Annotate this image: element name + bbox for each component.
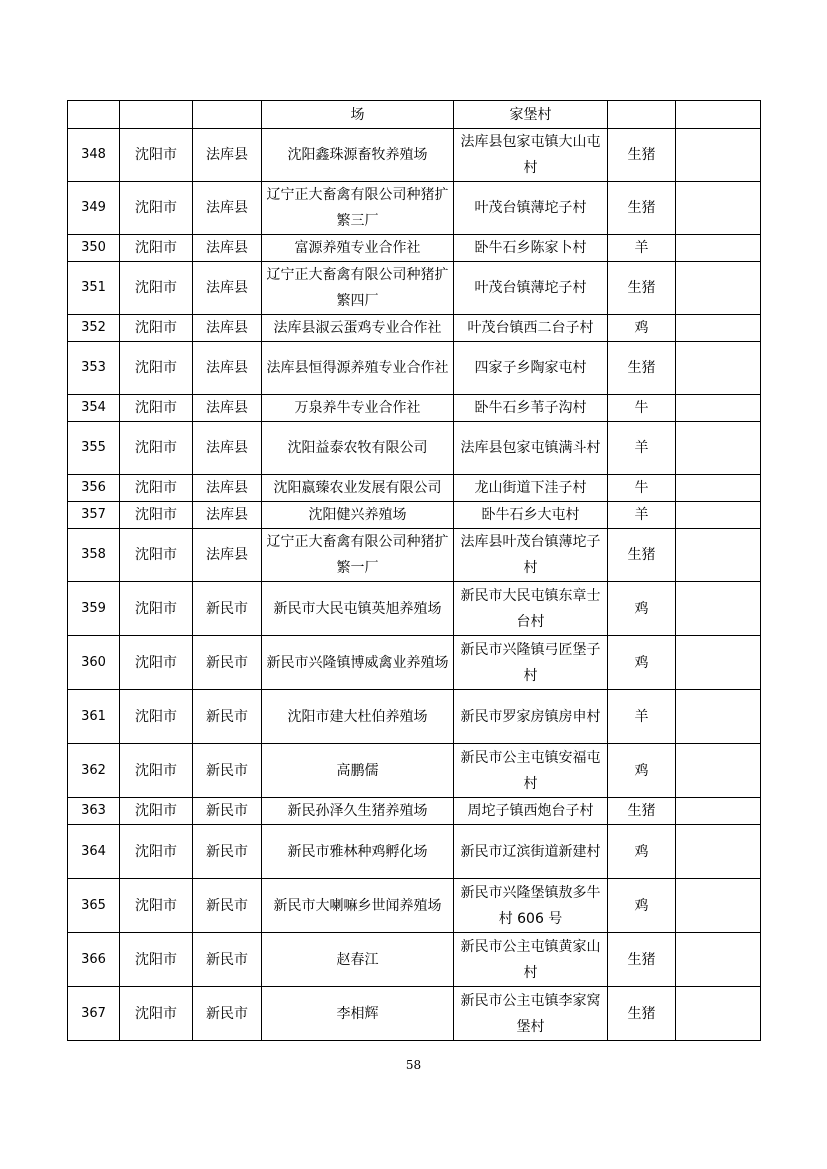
cell-county bbox=[193, 101, 262, 129]
cell-city: 沈阳市 bbox=[120, 529, 193, 582]
cell-index: 357 bbox=[68, 502, 120, 529]
cell-remarks bbox=[676, 744, 761, 798]
cell-farm-name: 万泉养牛专业合作社 bbox=[262, 395, 454, 422]
cell-remarks bbox=[676, 582, 761, 636]
cell-city: 沈阳市 bbox=[120, 798, 193, 825]
cell-farm-name: 新民市兴隆镇博威禽业养殖场 bbox=[262, 636, 454, 690]
page-number: 58 bbox=[405, 1058, 422, 1072]
cell-address: 新民市辽滨街道新建村 bbox=[454, 825, 608, 879]
table-body bbox=[68, 101, 761, 1041]
cell-index: 354 bbox=[68, 395, 120, 422]
cell-farm-name: 沈阳市建大杜伯养殖场 bbox=[262, 690, 454, 744]
cell-remarks bbox=[676, 502, 761, 529]
cell-farm-name: 沈阳鑫珠源畜牧养殖场 bbox=[262, 129, 454, 182]
cell-livestock: 鸡 bbox=[608, 636, 676, 690]
cell-county: 法库县 bbox=[193, 422, 262, 475]
cell-remarks bbox=[676, 129, 761, 182]
cell-livestock: 鸡 bbox=[608, 582, 676, 636]
cell-county: 法库县 bbox=[193, 502, 262, 529]
cell-remarks bbox=[676, 342, 761, 395]
cell-livestock: 鸡 bbox=[608, 879, 676, 933]
cell-city: 沈阳市 bbox=[120, 262, 193, 315]
cell-remarks bbox=[676, 315, 761, 342]
cell-address: 四家子乡陶家屯村 bbox=[454, 342, 608, 395]
cell-county: 新民市 bbox=[193, 690, 262, 744]
cell-farm-name: 辽宁正大畜禽有限公司种猪扩繁一厂 bbox=[262, 529, 454, 582]
table-row bbox=[68, 342, 761, 395]
cell-county: 新民市 bbox=[193, 582, 262, 636]
cell-livestock: 生猪 bbox=[608, 933, 676, 987]
cell-remarks bbox=[676, 475, 761, 502]
cell-livestock: 牛 bbox=[608, 475, 676, 502]
cell-livestock: 生猪 bbox=[608, 342, 676, 395]
table-row bbox=[68, 502, 761, 529]
farm-registry-table bbox=[67, 100, 761, 1041]
cell-city: 沈阳市 bbox=[120, 744, 193, 798]
cell-address: 周坨子镇西炮台子村 bbox=[454, 798, 608, 825]
cell-remarks bbox=[676, 987, 761, 1041]
table-row bbox=[68, 582, 761, 636]
cell-farm-name: 沈阳益泰农牧有限公司 bbox=[262, 422, 454, 475]
cell-city: 沈阳市 bbox=[120, 129, 193, 182]
cell-remarks bbox=[676, 395, 761, 422]
cell-address: 法库县包家屯镇大山屯村 bbox=[454, 129, 608, 182]
cell-remarks bbox=[676, 422, 761, 475]
cell-county: 法库县 bbox=[193, 262, 262, 315]
table-row bbox=[68, 744, 761, 798]
cell-address: 法库县叶茂台镇薄坨子村 bbox=[454, 529, 608, 582]
cell-remarks bbox=[676, 879, 761, 933]
cell-livestock: 羊 bbox=[608, 235, 676, 262]
cell-remarks bbox=[676, 690, 761, 744]
cell-county: 法库县 bbox=[193, 315, 262, 342]
cell-livestock: 鸡 bbox=[608, 744, 676, 798]
table-row bbox=[68, 879, 761, 933]
cell-address: 卧牛石乡大屯村 bbox=[454, 502, 608, 529]
table-row bbox=[68, 933, 761, 987]
cell-address: 叶茂台镇西二台子村 bbox=[454, 315, 608, 342]
table-row bbox=[68, 690, 761, 744]
cell-address: 新民市罗家房镇房申村 bbox=[454, 690, 608, 744]
cell-livestock: 生猪 bbox=[608, 987, 676, 1041]
cell-city: 沈阳市 bbox=[120, 690, 193, 744]
cell-address: 龙山街道下洼子村 bbox=[454, 475, 608, 502]
cell-livestock: 生猪 bbox=[608, 182, 676, 235]
cell-address: 卧牛石乡陈家卜村 bbox=[454, 235, 608, 262]
cell-farm-name: 富源养殖专业合作社 bbox=[262, 235, 454, 262]
cell-index: 350 bbox=[68, 235, 120, 262]
cell-farm-name: 新民孙泽久生猪养殖场 bbox=[262, 798, 454, 825]
cell-address: 新民市大民屯镇东章士台村 bbox=[454, 582, 608, 636]
cell-address: 新民市兴隆镇弓匠堡子村 bbox=[454, 636, 608, 690]
cell-farm-name: 赵春江 bbox=[262, 933, 454, 987]
cell-remarks bbox=[676, 825, 761, 879]
cell-county: 新民市 bbox=[193, 825, 262, 879]
cell-livestock: 羊 bbox=[608, 422, 676, 475]
table-row bbox=[68, 475, 761, 502]
cell-county: 新民市 bbox=[193, 636, 262, 690]
cell-livestock: 鸡 bbox=[608, 315, 676, 342]
cell-remarks bbox=[676, 182, 761, 235]
cell-address: 家堡村 bbox=[454, 101, 608, 129]
cell-city: 沈阳市 bbox=[120, 235, 193, 262]
cell-city: 沈阳市 bbox=[120, 636, 193, 690]
cell-address: 卧牛石乡苇子沟村 bbox=[454, 395, 608, 422]
cell-county: 法库县 bbox=[193, 235, 262, 262]
cell-index: 351 bbox=[68, 262, 120, 315]
cell-farm-name: 法库县淑云蛋鸡专业合作社 bbox=[262, 315, 454, 342]
cell-address: 叶茂台镇薄坨子村 bbox=[454, 182, 608, 235]
cell-index: 366 bbox=[68, 933, 120, 987]
cell-farm-name: 高鹏儒 bbox=[262, 744, 454, 798]
cell-livestock: 牛 bbox=[608, 395, 676, 422]
cell-index: 353 bbox=[68, 342, 120, 395]
cell-index: 359 bbox=[68, 582, 120, 636]
cell-farm-name: 沈阳嬴臻农业发展有限公司 bbox=[262, 475, 454, 502]
cell-remarks bbox=[676, 529, 761, 582]
cell-county: 新民市 bbox=[193, 879, 262, 933]
cell-county: 新民市 bbox=[193, 933, 262, 987]
cell-farm-name: 场 bbox=[262, 101, 454, 129]
cell-city: 沈阳市 bbox=[120, 182, 193, 235]
cell-city: 沈阳市 bbox=[120, 933, 193, 987]
cell-remarks bbox=[676, 636, 761, 690]
cell-index bbox=[68, 101, 120, 129]
cell-index: 362 bbox=[68, 744, 120, 798]
cell-remarks bbox=[676, 235, 761, 262]
cell-city: 沈阳市 bbox=[120, 315, 193, 342]
cell-livestock: 鸡 bbox=[608, 825, 676, 879]
cell-index: 349 bbox=[68, 182, 120, 235]
cell-farm-name: 新民市雅林种鸡孵化场 bbox=[262, 825, 454, 879]
cell-city: 沈阳市 bbox=[120, 422, 193, 475]
table-row bbox=[68, 636, 761, 690]
table-row bbox=[68, 987, 761, 1041]
cell-address: 新民市公主屯镇黄家山村 bbox=[454, 933, 608, 987]
table-row bbox=[68, 798, 761, 825]
table-row bbox=[68, 129, 761, 182]
cell-city: 沈阳市 bbox=[120, 825, 193, 879]
cell-farm-name: 辽宁正大畜禽有限公司种猪扩繁四厂 bbox=[262, 262, 454, 315]
cell-remarks bbox=[676, 933, 761, 987]
cell-city: 沈阳市 bbox=[120, 342, 193, 395]
cell-farm-name: 辽宁正大畜禽有限公司种猪扩繁三厂 bbox=[262, 182, 454, 235]
cell-city: 沈阳市 bbox=[120, 502, 193, 529]
cell-county: 新民市 bbox=[193, 987, 262, 1041]
cell-remarks bbox=[676, 101, 761, 129]
cell-city: 沈阳市 bbox=[120, 879, 193, 933]
cell-index: 367 bbox=[68, 987, 120, 1041]
cell-livestock: 羊 bbox=[608, 502, 676, 529]
cell-livestock bbox=[608, 101, 676, 129]
cell-livestock: 生猪 bbox=[608, 129, 676, 182]
cell-remarks bbox=[676, 262, 761, 315]
cell-city: 沈阳市 bbox=[120, 475, 193, 502]
cell-index: 348 bbox=[68, 129, 120, 182]
cell-county: 新民市 bbox=[193, 744, 262, 798]
table-row bbox=[68, 262, 761, 315]
cell-city: 沈阳市 bbox=[120, 987, 193, 1041]
table-row bbox=[68, 182, 761, 235]
cell-address: 法库县包家屯镇满斗村 bbox=[454, 422, 608, 475]
cell-index: 360 bbox=[68, 636, 120, 690]
table-row-continuation bbox=[68, 101, 761, 129]
table-row bbox=[68, 825, 761, 879]
cell-livestock: 生猪 bbox=[608, 529, 676, 582]
cell-county: 法库县 bbox=[193, 529, 262, 582]
cell-index: 355 bbox=[68, 422, 120, 475]
cell-livestock: 生猪 bbox=[608, 262, 676, 315]
cell-index: 358 bbox=[68, 529, 120, 582]
table-row bbox=[68, 529, 761, 582]
cell-index: 364 bbox=[68, 825, 120, 879]
cell-address: 新民市公主屯镇李家窝堡村 bbox=[454, 987, 608, 1041]
cell-city: 沈阳市 bbox=[120, 582, 193, 636]
cell-farm-name: 法库县恒得源养殖专业合作社 bbox=[262, 342, 454, 395]
cell-remarks bbox=[676, 798, 761, 825]
cell-county: 法库县 bbox=[193, 182, 262, 235]
cell-county: 法库县 bbox=[193, 342, 262, 395]
cell-address: 新民市兴隆堡镇敖多牛村 606 号 bbox=[454, 879, 608, 933]
table-row bbox=[68, 395, 761, 422]
cell-livestock: 羊 bbox=[608, 690, 676, 744]
cell-index: 352 bbox=[68, 315, 120, 342]
cell-index: 363 bbox=[68, 798, 120, 825]
cell-index: 361 bbox=[68, 690, 120, 744]
cell-index: 365 bbox=[68, 879, 120, 933]
cell-county: 法库县 bbox=[193, 129, 262, 182]
cell-farm-name: 李相辉 bbox=[262, 987, 454, 1041]
table-row bbox=[68, 315, 761, 342]
cell-county: 法库县 bbox=[193, 475, 262, 502]
cell-farm-name: 沈阳健兴养殖场 bbox=[262, 502, 454, 529]
table-row bbox=[68, 422, 761, 475]
cell-city: 沈阳市 bbox=[120, 395, 193, 422]
cell-farm-name: 新民市大喇嘛乡世闻养殖场 bbox=[262, 879, 454, 933]
cell-address: 叶茂台镇薄坨子村 bbox=[454, 262, 608, 315]
cell-livestock: 生猪 bbox=[608, 798, 676, 825]
cell-farm-name: 新民市大民屯镇英旭养殖场 bbox=[262, 582, 454, 636]
cell-county: 法库县 bbox=[193, 395, 262, 422]
cell-city bbox=[120, 101, 193, 129]
cell-address: 新民市公主屯镇安福屯村 bbox=[454, 744, 608, 798]
cell-county: 新民市 bbox=[193, 798, 262, 825]
table-row bbox=[68, 235, 761, 262]
cell-index: 356 bbox=[68, 475, 120, 502]
